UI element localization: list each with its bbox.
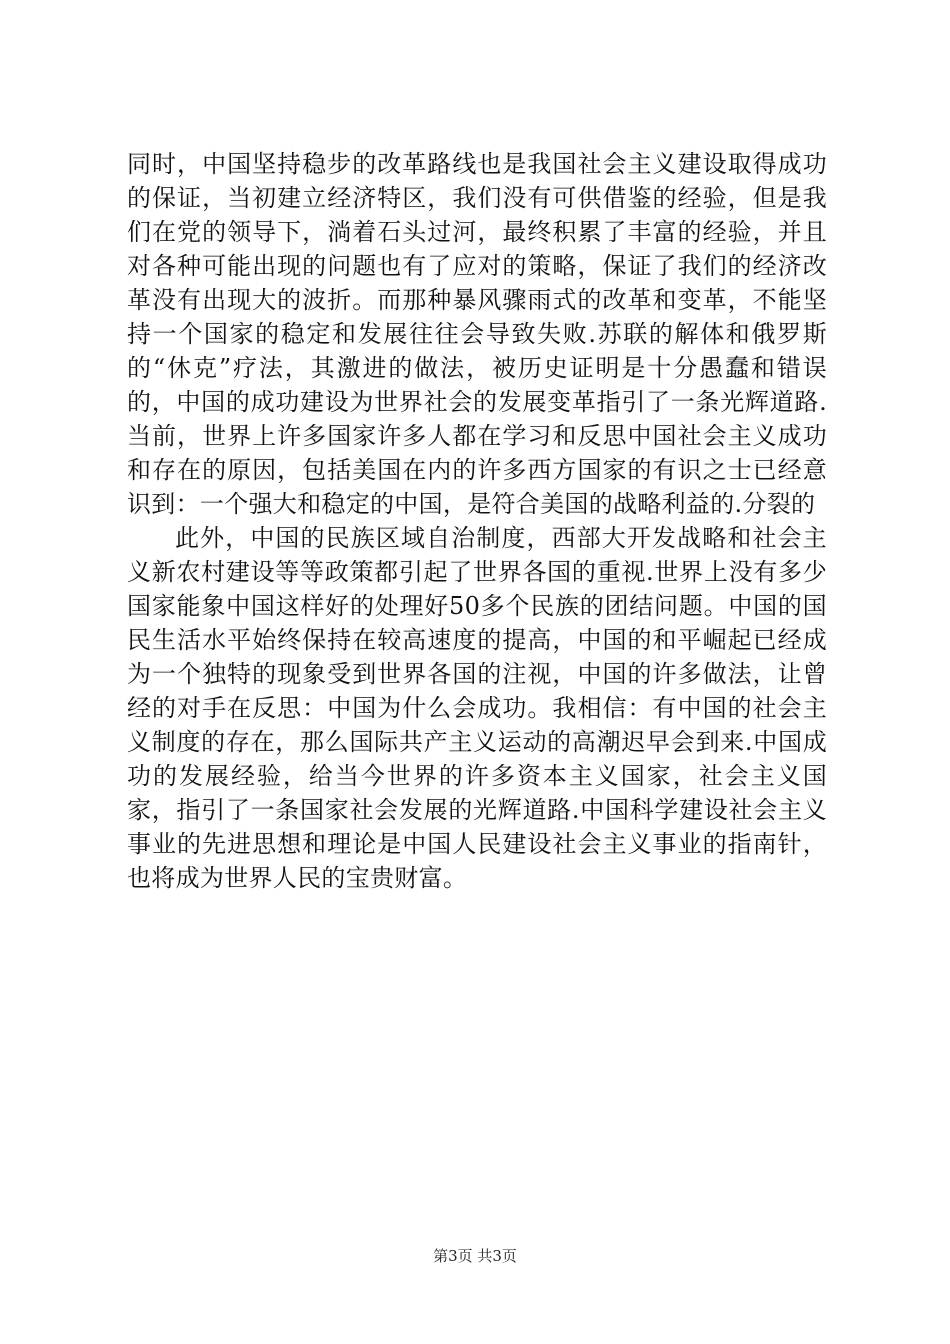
- document-body: [127, 147, 827, 895]
- paragraph-2: 此外，中国的民族区域自治制度，西部大开发战略和社会主义新农村建设等等政策都引起了世界各国的重视.世界上没有多少国家能象中国这样好的处理好50多个民族的团结问题。中国的国民生活水平始终保持在较高速度的提高，中国的和平崛起已经成为一个独特的现象受到世界各国的注视，中国的许多做法，让曾经的对手在反思：中国为什么会成功。我相信：有中国的社会主义制度的存在，那么国际共产主义运动的高潮迟早会到来.中国成功的发展经验，给当今世界的许多资本主义国家，社会主义国家，指引了一条国家社会发展的光辉道路.中国科学建设社会主义事业的先进思想和理论是中国人民建设社会主义事业的指南针，也将成为世界人民的宝贵财富。: [127, 524, 827, 892]
- page-number-footer: 第3页 共3页: [433, 1247, 517, 1265]
- paragraph-1: 同时，中国坚持稳步的改革路线也是我国社会主义建设取得成功的保证，当初建立经济特区，我们没有可供借鉴的经验，但是我们在党的领导下，淌着石头过河，最终积累了丰富的经验，并且对各种可能出现的问题也有了应对的策略，保证了我们的经济改革没有出现大的波折。而那种暴风骤雨式的改革和变革，不能坚持一个国家的稳定和发展往往会导致失败.苏联的解体和俄罗斯的“休克”疗法，其激进的做法，被历史证明是十分愚蠢和错误的，中国的成功建设为世界社会的发展变革指引了一条光辉道路.当前，世界上许多国家许多人都在学习和反思中国社会主义成功和存在的原因，包括美国在内的许多西方国家的有识之士已经意识到：一个强大和稳定的中国，是符合美国的战略利益的.分裂的: [127, 150, 827, 518]
